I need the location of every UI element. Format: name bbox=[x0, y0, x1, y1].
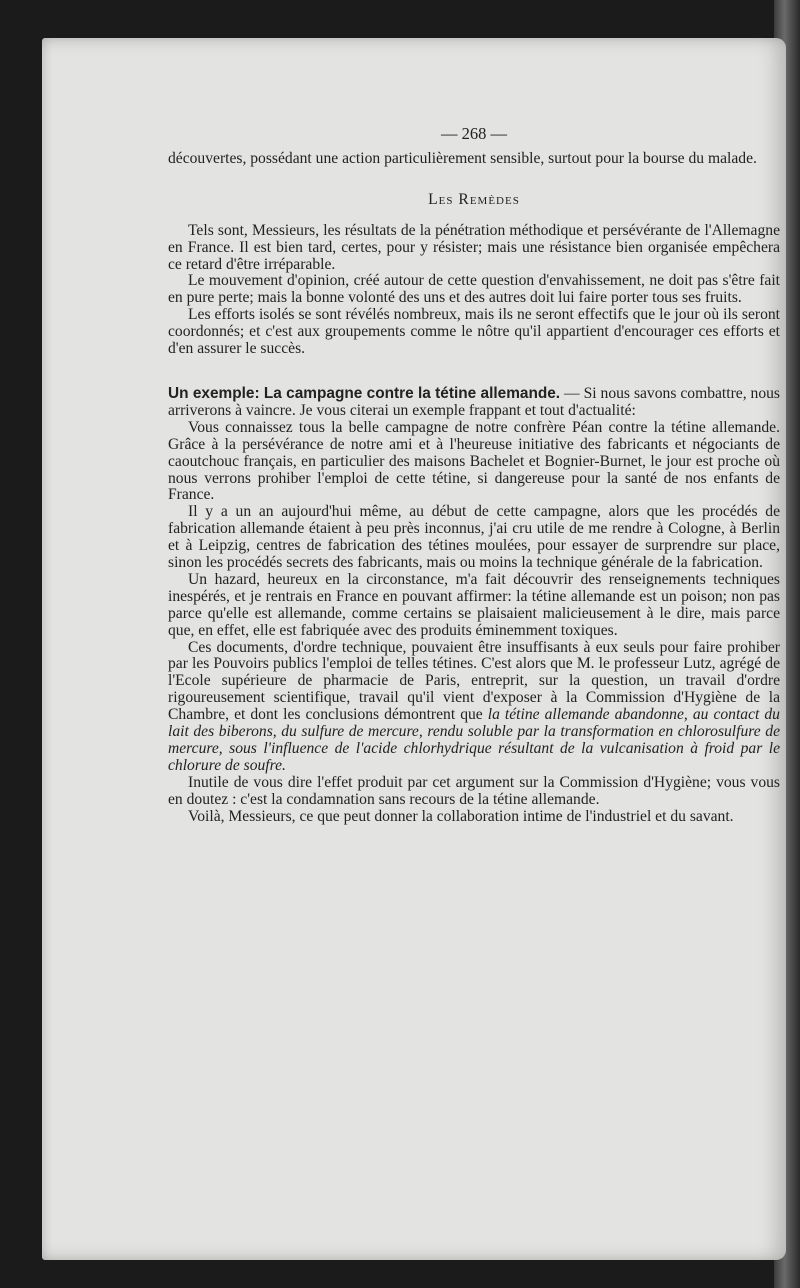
page-text-block bbox=[168, 126, 780, 826]
page-number: — 268 — bbox=[441, 124, 507, 143]
example-heading-paragraph bbox=[168, 386, 780, 420]
paragraph: Vous connaissez tous la belle campagne de notre confrère Péan contre la tétine allemande. Grâce à la persévérance de notre ami et à l'heureuse initiative des fabricants et négociants de caoutchouc français, en particulier des maisons Bachelet et Bognier-Burnet, le jour est proche où nous verrons prohiber l'emploi de cette tétine, si dangereuse pour la santé de nos enfants de France. bbox=[168, 418, 780, 504]
documents-text: Ces documents, d'ordre technique, pouvaient être insuffisants à eux seuls pour faire prohiber par les Pouvoirs publics l'emploi de telles tétines. C'est alors que M. le professeur Lutz, agrégé de l'Ecole supérieure de pharmacie de Paris, entreprit, sur la question, un travail d'ordre rigoureusement scientifique, travail qu'il vient d'exposer à la Commission d'Hygiène de la Chambre, et dont les conclusions démontrent que bbox=[168, 638, 780, 724]
documents-paragraph bbox=[168, 640, 780, 775]
section-title: Les Remèdes bbox=[428, 190, 520, 208]
documents-emphasis: la tétine allemande abandonne, au contact du lait des biberons, du sulfure de mercure, rendu soluble par la transformation en chlorosulfure de mercure, sous l'influence de l'acide chlorhydrique résultant de la vulcanisation à froid par le chlorure de soufre. bbox=[168, 706, 780, 774]
paragraph: Un hazard, heureux en la circonstance, m'a fait découvrir des renseignements techniques inespérés, et je rentrais en France en pouvant affirmer: la tétine allemande est un poison; non pas parce qu'elle est allemande, comme certains se plaisaient malicieusement à le dire, mais parce que, en effet, elle est fabriquée avec des produits éminemment toxiques. bbox=[168, 570, 780, 639]
intro-paragraph: découvertes, possédant une action particulièrement sensible, surtout pour la bourse du malade. bbox=[168, 149, 757, 167]
example-lead: — Si nous savons combattre, nous arriverons à vaincre. Je vous citerai un exemple frappant et tout d'actualité: bbox=[168, 384, 780, 419]
example-title: Un exemple: La campagne contre la tétine allemande. bbox=[168, 384, 561, 402]
paragraph: Les efforts isolés se sont révélés nombreux, mais ils ne seront effectifs que le jour où ils seront coordonnés; et c'est aux groupements comme le nôtre qu'il appartient d'encourager ces efforts et d'en assurer le succès. bbox=[168, 306, 780, 358]
book-page bbox=[42, 38, 786, 1260]
paragraph: Il y a un an aujourd'hui même, au début de cette campagne, alors que les procédés de fabrication allemande étaient à peu près inconnus, j'ai cru utile de me rendre à Cologne, à Berlin et à Leipzig, centres de fabrication des tétines moulées, pour essayer de surprendre sur place, sinon les procédés secrets des fabricants, mais ou moins la technique générale de la fabrication. bbox=[168, 503, 780, 572]
paragraph: Voilà, Messieurs, ce que peut donner la collaboration intime de l'industriel et du savant. bbox=[188, 807, 734, 825]
paragraph: Le mouvement d'opinion, créé autour de cette question d'envahissement, ne doit pas s'être fait en pure perte; mais la bonne volonté des uns et des autres doit lui faire porter tous ses fruits. bbox=[168, 272, 780, 307]
paragraph: Tels sont, Messieurs, les résultats de la pénétration méthodique et persévérante de l'Allemagne en France. Il est bien tard, certes, pour y résister; mais une résistance bien organisée empêchera ce retard d'être irréparable. bbox=[168, 221, 780, 273]
paragraph: Inutile de vous dire l'effet produit par cet argument sur la Commission d'Hygiène; vous vous en doutez : c'est la condamnation sans recours de la tétine allemande. bbox=[168, 773, 780, 808]
